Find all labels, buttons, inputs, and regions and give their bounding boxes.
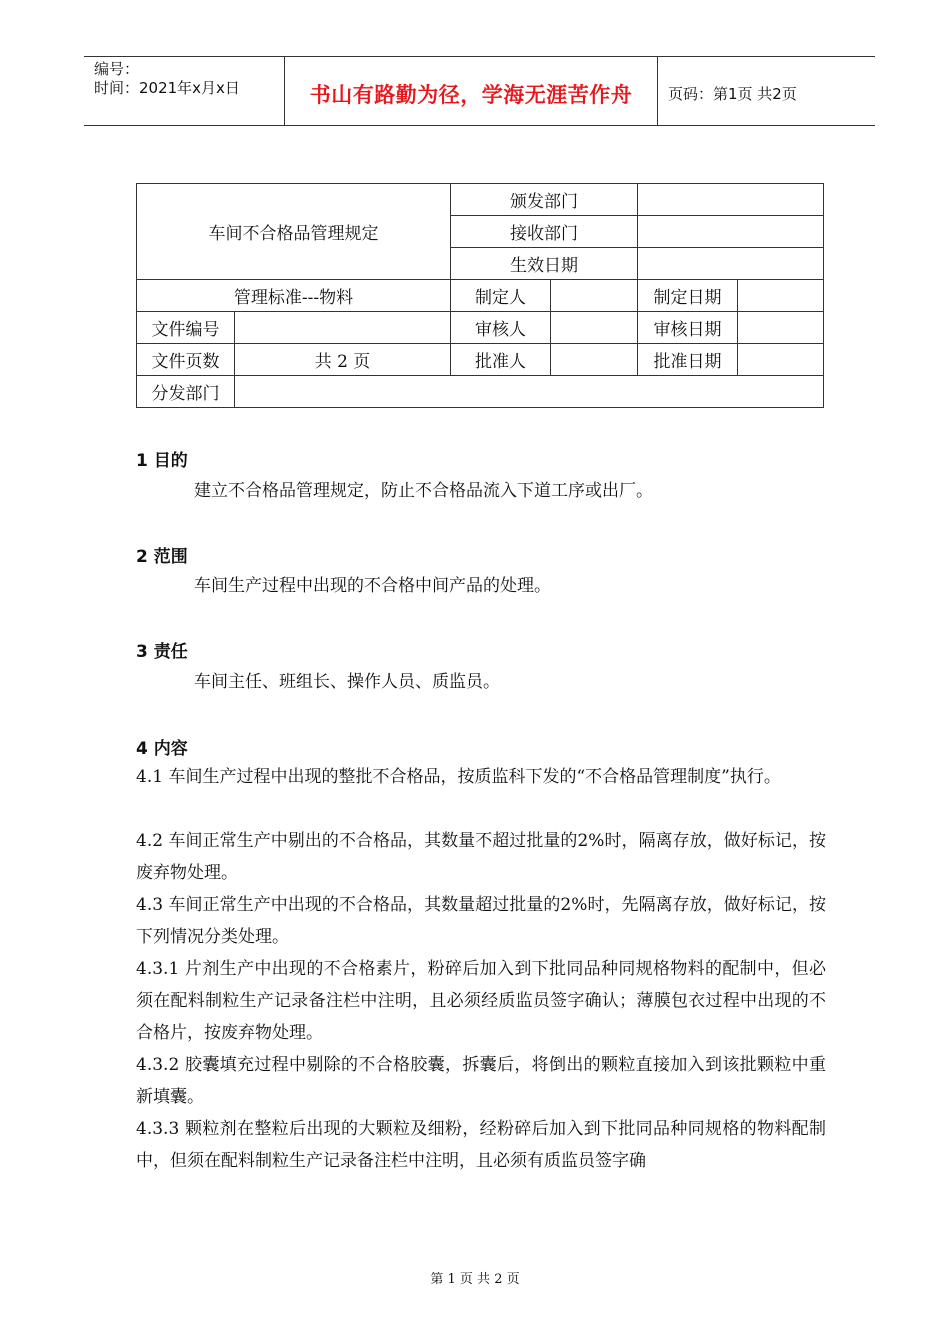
time-label: 时间：2021年x月x日 [94, 79, 240, 97]
approve-date-label: 批准日期 [638, 344, 738, 376]
paragraph-4-3: 4.3 车间正常生产中出现的不合格品，其数量超过批量的2%时，先隔离存放，做好标记，按下列情况分类处理。 [136, 895, 826, 947]
header-meta [84, 57, 285, 125]
draft-date-label: 制定日期 [638, 280, 738, 312]
review-date-value [738, 312, 824, 344]
reviewer-label: 审核人 [451, 312, 551, 344]
section-4-title: 4 内容 [136, 739, 188, 759]
section-2-text: 车间生产过程中出现的不合格中间产品的处理。 [194, 576, 551, 596]
section-1-title: 1 目的 [136, 451, 188, 471]
effective-date-value [638, 248, 824, 280]
header-motto: 书山有路勤为径，学海无涯苦作舟 [285, 57, 658, 125]
draft-date-value [738, 280, 824, 312]
receive-dept-label: 接收部门 [451, 216, 638, 248]
section-3-text: 车间主任、班组长、操作人员、质监员。 [194, 672, 500, 692]
section-2-title: 2 范围 [136, 547, 188, 567]
paragraph-4-2: 4.2 车间正常生产中剔出的不合格品，其数量不超过批量的2%时，隔离存放，做好标记，按废弃物处理。 [136, 831, 826, 883]
page-footer: 第 1 页 共 2 页 [430, 1272, 520, 1287]
distribution-value [235, 376, 824, 408]
drafter-value [551, 280, 638, 312]
file-pages-value: 共 2 页 [235, 344, 451, 376]
receive-dept-value [638, 216, 824, 248]
review-date-label: 审核日期 [638, 312, 738, 344]
approve-date-value [738, 344, 824, 376]
distribution-label: 分发部门 [137, 376, 235, 408]
paragraph-4-3-1: 4.3.1 片剂生产中出现的不合格素片，粉碎后加入到下批同品种同规格物料的配制中，但必须在配料制粒生产记录备注栏中注明，且必须经质监员签字确认；薄膜包衣过程中出现的不合格片，按废弃物处理。 [136, 959, 826, 1043]
file-pages-label: 文件页数 [137, 344, 235, 376]
issue-dept-label: 颁发部门 [451, 184, 638, 216]
approver-label: 批准人 [451, 344, 551, 376]
file-no-label: 文件编号 [137, 312, 235, 344]
paragraph-4-1: 4.1 车间生产过程中出现的整批不合格品，按质监科下发的“不合格品管理制度”执行。 [136, 767, 781, 787]
section-3-title: 3 责任 [136, 642, 188, 662]
paragraph-4-3-3: 4.3.3 颗粒剂在整粒后出现的大颗粒及细粉，经粉碎后加入到下批同品种同规格的物料配制中，但须在配料制粒生产记录备注栏中注明，且必须有质监员签字确 [136, 1119, 826, 1171]
header-page-label: 页码：第1页 共2页 [668, 84, 797, 103]
section-1-text: 建立不合格品管理规定，防止不合格品流入下道工序或出厂。 [194, 481, 653, 501]
issue-dept-value [638, 184, 824, 216]
paragraph-4-3-2: 4.3.2 胶囊填充过程中剔除的不合格胶囊，拆囊后，将倒出的颗粒直接加入到该批颗粒中重新填囊。 [136, 1055, 826, 1107]
category: 管理标准---物料 [137, 280, 451, 312]
doc-title-cell [137, 184, 451, 280]
doc-title: 车间不合格品管理规定 [208, 224, 379, 244]
page-header [84, 56, 875, 126]
file-no-value [235, 312, 451, 344]
drafter-label: 制定人 [451, 280, 551, 312]
number-label: 编号： [94, 60, 140, 78]
reviewer-value [551, 312, 638, 344]
document-info-table [136, 183, 824, 408]
approver-value [551, 344, 638, 376]
effective-date-label: 生效日期 [451, 248, 638, 280]
